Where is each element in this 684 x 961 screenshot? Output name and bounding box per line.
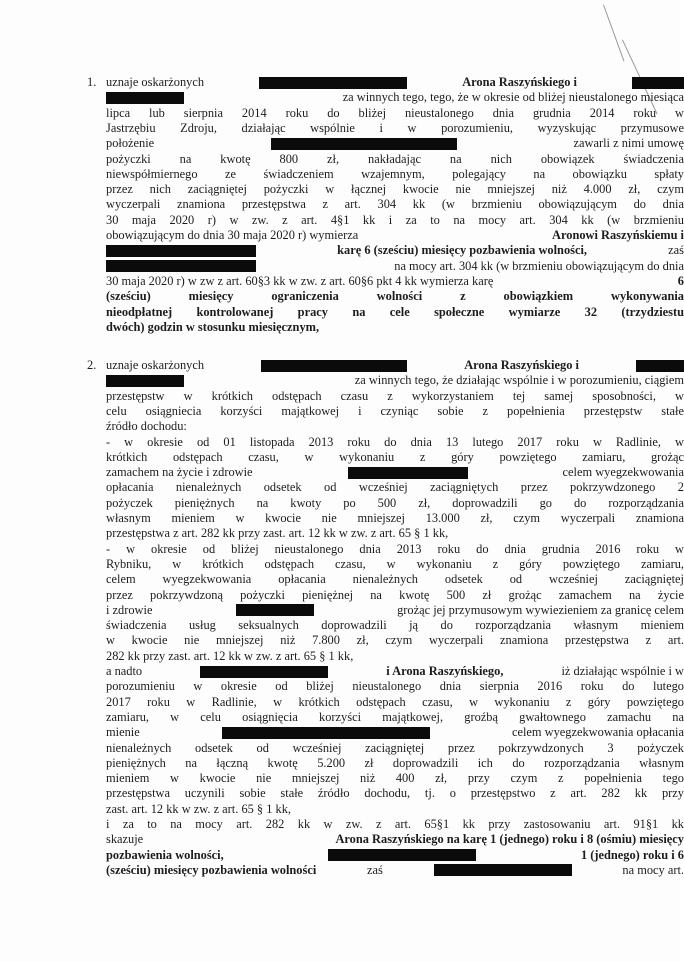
text-segment: i za to na mocy art. 282 kk w zw. z art. 65§1 kk przy zastosowaniu art. 91§1 kk bbox=[106, 817, 684, 831]
text-line bbox=[106, 213, 684, 228]
text-line bbox=[106, 228, 684, 243]
text-line bbox=[106, 450, 684, 465]
text-line bbox=[106, 75, 684, 90]
text-segment: przestępstwa z art. 282 kk przy zast. art. 12 kk w zw. z art. 65 § 1 kk, bbox=[106, 526, 449, 541]
text-line bbox=[106, 618, 684, 633]
text-line bbox=[106, 633, 684, 648]
redaction-bar bbox=[434, 864, 572, 876]
text-line bbox=[106, 404, 684, 419]
bold-text: Aronowi Raszyńskiemu i bbox=[552, 228, 684, 242]
text-line bbox=[106, 572, 684, 587]
bold-text: dwóch) godzin w stosunku miesięcznym, bbox=[106, 319, 320, 334]
bold-text: karę 6 (sześciu) miesięcy pozbawienia wolności, bbox=[337, 243, 588, 258]
text-segment: Jastrzębiu Zdroju, działając wspólnie i w porozumieniu, wyzyskując przymusowe bbox=[106, 120, 684, 135]
text-line bbox=[106, 182, 684, 197]
text-segment: zamachem na życie i zdrowie bbox=[106, 465, 253, 480]
text-segment: przestępstw w krótkich odstępach czasu z wykorzystaniem tej samej sposobności, w bbox=[106, 388, 684, 403]
redaction-bar bbox=[259, 77, 407, 89]
text-line bbox=[106, 511, 684, 526]
text-segment: 30 maja 2020 r) w zw. z art. 4§1 kk i za to na mocy art. 304 kk (w brzmieniu bbox=[106, 212, 684, 227]
text-segment: wyczerpali znamiona przestępstwa z art. 304 kk (w brzmieniu obowiązującym do dnia bbox=[106, 197, 684, 212]
text-line bbox=[106, 136, 684, 151]
redaction-bar bbox=[636, 360, 684, 372]
text-line bbox=[106, 710, 684, 725]
redaction-bar bbox=[200, 666, 328, 678]
text-segment: na mocy art. 304 kk (w brzmieniu obowiązującym do dnia bbox=[394, 258, 684, 273]
text-segment: mieniem w kwocie nie mniejszej niż 400 zł, przy czym z popełnienia tego bbox=[106, 771, 684, 786]
text-line bbox=[106, 358, 684, 373]
text-segment: 30 maja 2020 r) w zw z art. 60§3 kk w zw. z art. 60§6 pkt 4 kk wymierza karę bbox=[106, 273, 494, 288]
text-segment: położenie bbox=[106, 136, 155, 151]
text-line bbox=[106, 435, 684, 450]
text-line bbox=[106, 320, 684, 335]
text-line bbox=[106, 802, 684, 817]
text-line bbox=[106, 741, 684, 756]
text-segment: na mocy art. bbox=[622, 862, 684, 877]
text-line bbox=[106, 274, 684, 289]
bold-text: Arona Raszyńskiego na karę 1 (jednego) roku i 8 (ośmiu) miesięcy bbox=[335, 832, 684, 847]
text-segment: pieniężnych na łączną kwotę 5.200 zł doprowadzili ich do rozporządzania własnym bbox=[106, 755, 684, 770]
text-segment: Rybniku, w krótkich odstępach czasu, w wykonaniu z góry powziętego zamiaru, bbox=[106, 556, 684, 571]
bold-text: Arona Raszyńskiego i bbox=[462, 75, 577, 89]
text-line bbox=[106, 243, 684, 258]
text-segment: zaś bbox=[367, 862, 383, 877]
text-segment: celu osiągniecia korzyści majątkowej i czyniąc sobie z popełnienia przestępstw stałe bbox=[106, 403, 684, 418]
text-segment: niewspółmiernego ze świadczeniem wzajemnym, polegający na obowiązku spłaty bbox=[106, 166, 684, 181]
text-line bbox=[106, 817, 684, 832]
text-line bbox=[106, 832, 684, 847]
text-line bbox=[106, 542, 684, 557]
text-segment: mienie bbox=[106, 725, 140, 740]
text-line bbox=[106, 557, 684, 572]
text-line bbox=[106, 695, 684, 710]
text-line bbox=[106, 649, 684, 664]
text-segment: za winnych tego, że działając wspólnie i w porozumieniu, ciągiem bbox=[354, 373, 684, 388]
text-line bbox=[106, 786, 684, 801]
text-line bbox=[106, 664, 684, 679]
bold-text: (sześciu) miesięcy ograniczenia wolności z obowiązkiem wykonywania bbox=[106, 289, 684, 304]
text-segment: - w okresie od 01 listopada 2013 roku do dnia 13 lutego 2017 roku w Radlinie, w bbox=[106, 434, 684, 449]
redaction-bar bbox=[106, 375, 184, 387]
redaction-bar bbox=[271, 138, 457, 150]
text-segment: skazuje bbox=[106, 832, 144, 847]
text-line bbox=[106, 465, 684, 480]
text-line bbox=[106, 90, 684, 105]
redaction-bar bbox=[348, 467, 468, 479]
text-segment: zamiaru, w celu osiągnięcia korzyści majątkowej, groźbą gwałtownego zamachu na bbox=[106, 709, 684, 724]
text-segment: pożyczki na kwotę 800 zł, nakładając na nich obowiązek świadczenia bbox=[106, 151, 684, 166]
text-segment: celem wyegzekwowania bbox=[562, 465, 684, 480]
redaction-bar bbox=[222, 727, 430, 739]
text-line bbox=[106, 848, 684, 863]
text-segment: celem wyegzekwowania opłacania bbox=[511, 725, 684, 740]
text-line bbox=[106, 106, 684, 121]
text-segment: 2017 roku w Radlinie, w krótkich odstępach czasu, w wykonaniu z góry powziętego bbox=[106, 694, 684, 709]
text-segment: uznaje oskarżonych bbox=[106, 358, 205, 372]
text-segment: porozumieniu w okresie od bliżej nieustalonego dnia sierpnia 2016 roku do lutego bbox=[106, 679, 684, 694]
text-segment: - w okresie od bliżej nieustalonego dnia 2013 roku do dnia grudnia 2016 roku w bbox=[106, 541, 684, 556]
text-segment: nienależnych odsetek od wcześniej zaciągniętej przez pokrzywdzonych 3 pożyczek bbox=[106, 740, 684, 755]
text-segment: krótkich odstępach czasu, w wykonaniu z góry powziętego zamiaru, grożąc bbox=[106, 449, 684, 464]
text-line bbox=[106, 588, 684, 603]
bold-text: Arona Raszyńskiego i bbox=[464, 358, 579, 372]
redaction-bar bbox=[106, 92, 184, 104]
text-segment: własnym mieniem w kwocie nie mniejszej 13.000 zł, czym wyczerpali znamiona bbox=[106, 511, 684, 525]
text-line bbox=[106, 373, 684, 388]
text-line bbox=[106, 121, 684, 136]
text-line bbox=[106, 419, 684, 434]
item-number: 2. bbox=[87, 358, 97, 372]
bold-text: 1 (jednego) roku i 6 bbox=[580, 847, 684, 862]
redaction-bar bbox=[632, 77, 684, 89]
bold-text: pozbawienia wolności, bbox=[106, 847, 224, 862]
text-line bbox=[106, 305, 684, 320]
text-line bbox=[106, 480, 684, 495]
text-line bbox=[106, 603, 684, 618]
bold-text: 6 bbox=[677, 273, 684, 288]
redaction-bar bbox=[106, 260, 256, 272]
text-segment: zawarli z nimi umowę bbox=[573, 136, 684, 151]
text-segment: i zdrowie bbox=[106, 602, 153, 617]
text-line bbox=[106, 197, 684, 212]
bold-text: nieodpłatnej kontrolowanej pracy na cele społeczne wymiarze 32 (trzydziestu bbox=[106, 304, 684, 319]
text-segment: a nadto bbox=[106, 664, 143, 678]
text-line bbox=[106, 152, 684, 167]
text-segment: w kwocie nie mniejszej niż 7.800 zł, czym wyczerpali znamiona przestępstwa z art. bbox=[106, 633, 684, 648]
redaction-bar bbox=[106, 245, 256, 257]
text-segment: grożąc jej przymusowym wywiezieniem za granicę celem bbox=[397, 602, 684, 617]
redaction-bar bbox=[328, 849, 476, 861]
text-line bbox=[106, 289, 684, 304]
text-line bbox=[106, 756, 684, 771]
bold-text: i Arona Raszyńskiego, bbox=[386, 664, 504, 678]
redaction-bar bbox=[236, 604, 314, 616]
text-line bbox=[106, 679, 684, 694]
text-segment: zast. art. 12 kk w zw. z art. 65 § 1 kk, bbox=[106, 801, 292, 816]
text-segment: lipca lub sierpnia 2014 roku do bliżej nieustalonego dnia grudnia 2014 roku w bbox=[106, 105, 684, 120]
text-segment: opłacania nienależnych odsetek od wcześniej zaciągniętych przez pokrzywdzonego 2 bbox=[106, 480, 684, 495]
scan-artifact-line bbox=[603, 5, 624, 62]
text-segment: celem wyegzekwowania opłacania nienależnych odsetek od wcześniej zaciągniętej bbox=[106, 572, 684, 587]
text-segment: przez nich zaciągniętej pożyczki w łącznej kwocie nie mniejszej niż 4.000 zł, czym bbox=[106, 182, 684, 197]
text-segment: 282 kk przy zast. art. 12 kk w zw. z art. 65 § 1 kk, bbox=[106, 648, 354, 663]
bold-text: (sześciu) miesięcy pozbawienia wolności bbox=[106, 862, 317, 877]
text-segment: źródło dochodu: bbox=[106, 419, 187, 434]
item-number: 1. bbox=[87, 75, 97, 89]
redaction-bar bbox=[261, 360, 407, 372]
text-segment: świadczenia usług seksualnych doprowadzili ją do rozporządzania własnym mieniem bbox=[106, 618, 684, 633]
text-segment: obowiązującym do dnia 30 maja 2020 r) wymierza bbox=[106, 228, 359, 242]
text-line bbox=[106, 771, 684, 786]
text-segment: przez pokrzywdzoną pożyczki pieniężnej na kwotę 500 zł grożąc zamachem na życie bbox=[106, 587, 684, 602]
text-segment: przestępstwa uczynili sobie stałe źródło dochodu, tj. o przestępstwo z art. 282 kk przy bbox=[106, 786, 684, 801]
text-segment: zaś bbox=[668, 243, 684, 258]
text-segment: za winnych tego, tego, że w okresie od bliżej nieustalonego miesiąca bbox=[342, 90, 684, 105]
text-line bbox=[106, 526, 684, 541]
text-segment: iż działając wspólnie i w bbox=[561, 664, 684, 678]
text-segment: pożyczek pieniężnych na kwoty po 500 zł, doprowadzili go do rozporządzania bbox=[106, 495, 684, 510]
text-line bbox=[106, 259, 684, 274]
text-line bbox=[106, 389, 684, 404]
text-line bbox=[106, 725, 684, 740]
text-line bbox=[106, 863, 684, 878]
text-segment: uznaje oskarżonych bbox=[106, 75, 205, 89]
text-line bbox=[106, 167, 684, 182]
text-line bbox=[106, 496, 684, 511]
